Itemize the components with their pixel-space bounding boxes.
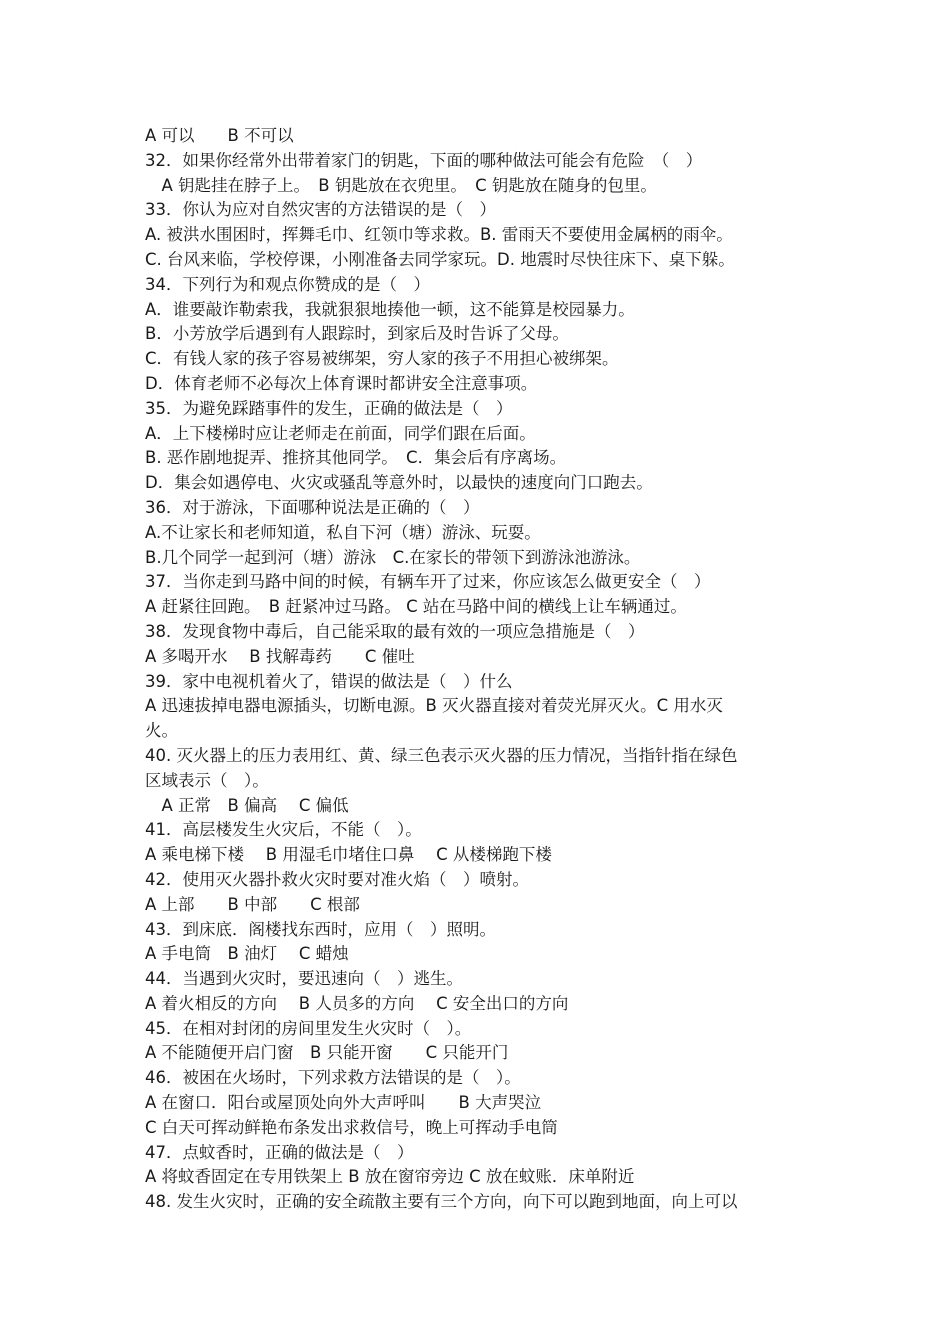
options-32: A 钥匙挂在脖子上。 B 钥匙放在衣兜里。 C 钥匙放在随身的包里。: [145, 175, 657, 195]
text-line: A 可以 B 不可以: [145, 126, 294, 145]
question-45: 45．在相对封闭的房间里发生火灾时（ ）。: [145, 1018, 472, 1038]
options-44: A 着火相反的方向 B 人员多的方向 C 安全出口的方向: [145, 993, 569, 1013]
option-34-c: C．有钱人家的孩子容易被绑架，穷人家的孩子不用担心被绑架。: [145, 349, 619, 369]
question-38: 38．发现食物中毒后，自己能采取的最有效的一项应急措施是（ ）: [145, 621, 645, 641]
question-37: 37．当你走到马路中间的时候，有辆车开了过来，你应该怎么做更安全（ ）: [145, 572, 711, 592]
question-33: 33．你认为应对自然灾害的方法错误的是（ ）: [145, 200, 496, 220]
options-47: A 将蚊香固定在专用铁架上 B 放在窗帘旁边 C 放在蚊账．床单附近: [145, 1167, 635, 1187]
option-46-c: C 白天可挥动鲜艳布条发出求救信号，晚上可挥动手电筒: [145, 1117, 558, 1137]
option-36-a: A.不让家长和老师知道，私自下河（塘）游泳、玩耍。: [145, 522, 541, 542]
options-39: A 迅速拔掉电器电源插头，切断电源。B 灭火器直接对着荧光屏灭火。C 用水灭: [145, 696, 723, 716]
option-34-b: B．小芳放学后遇到有人跟踪时，到家后及时告诉了父母。: [145, 324, 569, 344]
question-43: 43．到床底．阁楼找东西时，应用（ ）照明。: [145, 919, 496, 939]
options-45: A 不能随便开启门窗 B 只能开窗 C 只能开门: [145, 1043, 509, 1063]
question-39: 39．家中电视机着火了，错误的做法是（ ）什么: [145, 671, 513, 691]
options-33-ab: A. 被洪水围困时，挥舞毛巾、红领巾等求救。B. 雷雨天不要使用金属柄的雨伞。: [145, 225, 733, 245]
question-46: 46．被困在火场时，下列求救方法错误的是（ ）。: [145, 1068, 521, 1088]
question-40: 40. 灭火器上的压力表用红、黄、绿三色表示灭火器的压力情况，当指针指在绿色: [145, 745, 738, 765]
options-38: A 多喝开水 B 找解毒药 C 催吐: [145, 646, 415, 666]
option-34-d: D．体育老师不必每次上体育课时都讲安全注意事项。: [145, 373, 538, 393]
options-40: A 正常 B 偏高 C 偏低: [145, 795, 349, 815]
options-33-cd: C. 台风来临，学校停课，小刚准备去同学家玩。D. 地震时尽快往床下、桌下躲。: [145, 249, 735, 269]
options-35-bc: B. 恶作剧地捉弄、推挤其他同学。 C．集会后有序离场。: [145, 448, 567, 468]
question-35: 35．为避免踩踏事件的发生，正确的做法是（ ）: [145, 398, 513, 418]
question-41: 41．高层楼发生火灾后，不能（ ）。: [145, 820, 422, 840]
options-41: A 乘电梯下楼 B 用湿毛巾堵住口鼻 C 从楼梯跑下楼: [145, 845, 552, 865]
question-44: 44．当遇到火灾时，要迅速向（ ）逃生。: [145, 969, 463, 989]
document-page: [145, 124, 817, 1215]
question-36: 36．对于游泳，下面哪种说法是正确的（ ）: [145, 497, 480, 517]
question-32: 32．如果你经常外出带着家门的钥匙，下面的哪种做法可能会有危险 （ ）: [145, 150, 703, 170]
option-35-a: A．上下楼梯时应让老师走在前面，同学们跟在后面。: [145, 423, 536, 443]
question-48: 48. 发生火灾时，正确的安全疏散主要有三个方向，向下可以跑到地面，向上可以: [145, 1192, 738, 1212]
question-34: 34．下列行为和观点你赞成的是（ ）: [145, 274, 430, 294]
options-37: A 赶紧往回跑。 B 赶紧冲过马路。 C 站在马路中间的横线上让车辆通过。: [145, 597, 687, 617]
question-47: 47．点蚊香时，正确的做法是（ ）: [145, 1142, 414, 1162]
options-43: A 手电筒 B 油灯 C 蜡烛: [145, 944, 349, 964]
option-35-d: D．集会如遇停电、火灾或骚乱等意外时，以最快的速度向门口跑去。: [145, 473, 653, 493]
options-39-cont: 火。: [145, 721, 178, 741]
question-42: 42．使用灭火器扑救火灾时要对准火焰（ ）喷射。: [145, 869, 529, 889]
options-42: A 上部 B 中部 C 根部: [145, 894, 360, 914]
options-36-bc: B.几个同学一起到河（塘）游泳 C.在家长的带领下到游泳池游泳。: [145, 547, 641, 567]
options-46-ab: A 在窗口．阳台或屋顶处向外大声呼叫 B 大声哭泣: [145, 1093, 542, 1113]
option-34-a: A．谁要敲诈勒索我，我就狠狠地揍他一顿，这不能算是校园暴力。: [145, 299, 635, 319]
question-40-cont: 区域表示（ ）。: [145, 770, 269, 790]
